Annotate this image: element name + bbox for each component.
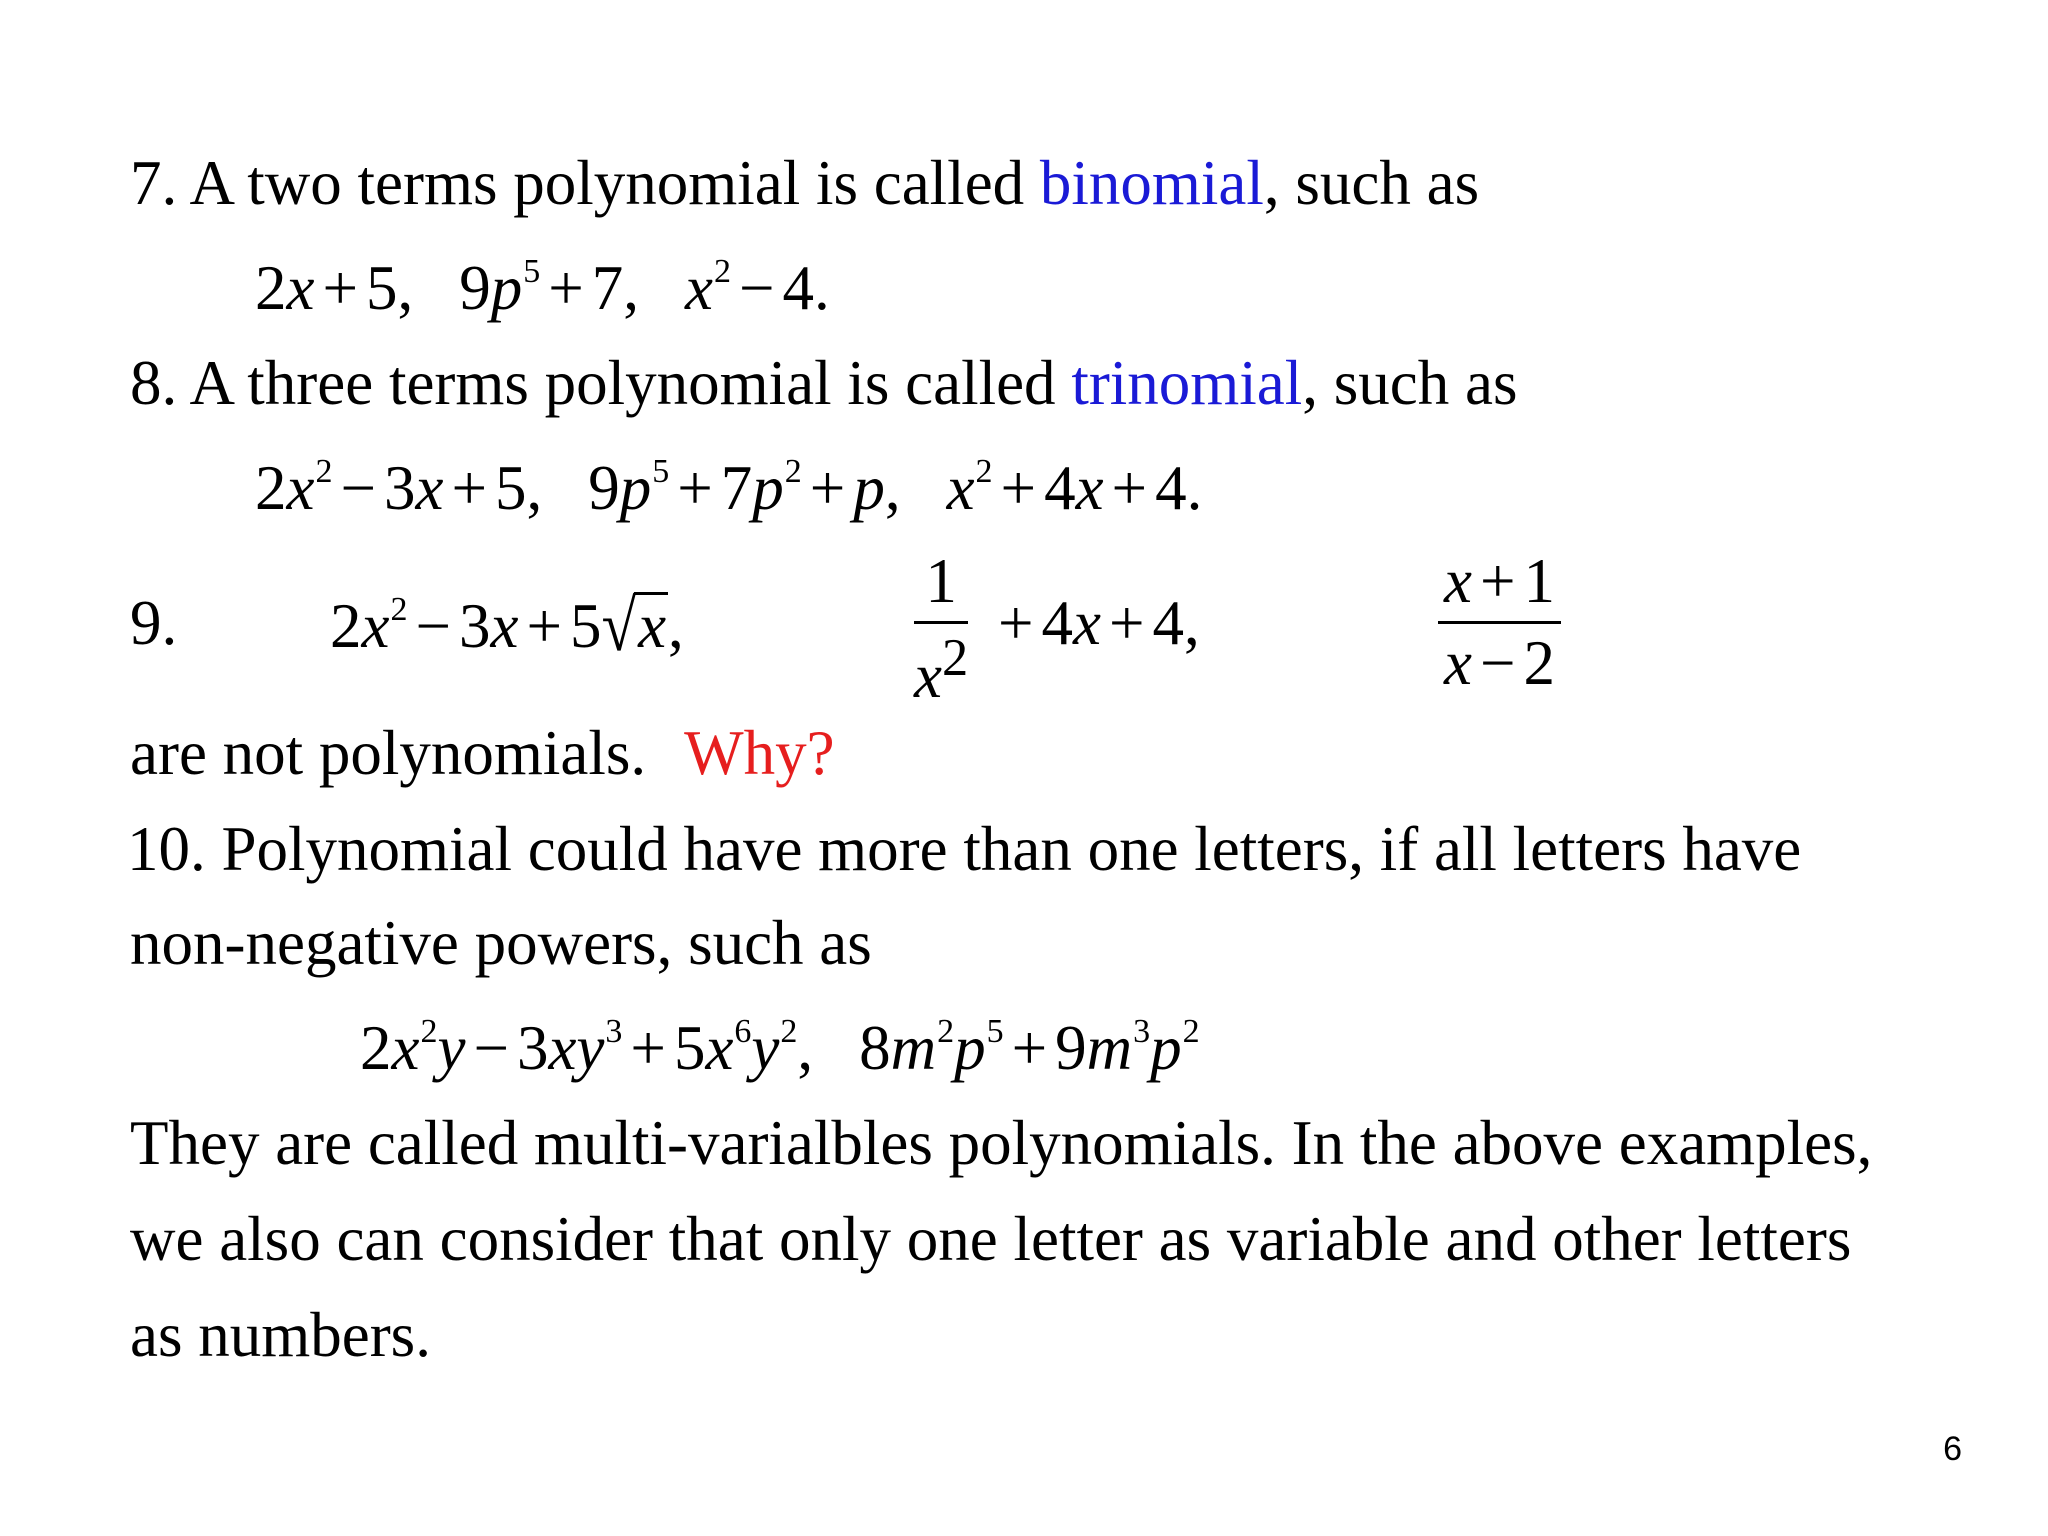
why-question: Why? [684, 718, 835, 788]
item-7-suffix: , such as [1263, 148, 1480, 218]
page-number: 6 [1943, 1430, 1962, 1468]
item-8-prefix: 8. A three terms polynomial is called [130, 348, 1072, 418]
item-8-suffix: , such as [1302, 348, 1518, 418]
non-poly-radical: $2x^2 - 3x + 5√x$, [330, 585, 684, 667]
non-poly-reciprocal-tail: + 4x + 4, [998, 588, 1200, 658]
item-8-text [130, 348, 1518, 418]
fraction-one-over-x-squared: 1 $x^2$ [914, 546, 969, 711]
trinomial-examples: $2x^2 - 3x + 5$, $9p^5 + 7p^2 + p$, $x^2 + 4x + 4$. [255, 453, 1203, 523]
binomial-examples: 2x + 5, $9p^5 + 7$, $x^2 - 4$. [255, 253, 830, 323]
trinomial-term: trinomial [1071, 348, 1303, 418]
item-7-prefix: 7. A two terms polynomial is called [130, 148, 1040, 218]
not-polynomials-statement: are not polynomials. [130, 718, 647, 788]
item-10-line-2: non-negative powers, such as [130, 908, 872, 978]
multi-variable-line-1: They are called multi-varialbles polynomials. In the above examples, [130, 1108, 1873, 1178]
multi-variable-line-2: we also can consider that only one letter as variable and other letters [130, 1204, 1852, 1274]
not-polynomials-text [130, 718, 835, 788]
multi-variable-line-3: as numbers. [130, 1300, 431, 1370]
multivariable-examples: $2x^2y - 3xy^3 + 5x^6y^2$, $8m^2p^5 + 9m^3p^2$ [360, 1013, 1200, 1083]
binomial-term: binomial [1039, 148, 1264, 218]
fraction-rational-expression: x + 1 x − 2 [1438, 550, 1561, 695]
item-10-line-1: 10. Polynomial could have more than one letters, if all letters have [127, 814, 1802, 884]
item-7-text [130, 148, 1480, 218]
item-9-label: 9. [130, 588, 178, 658]
